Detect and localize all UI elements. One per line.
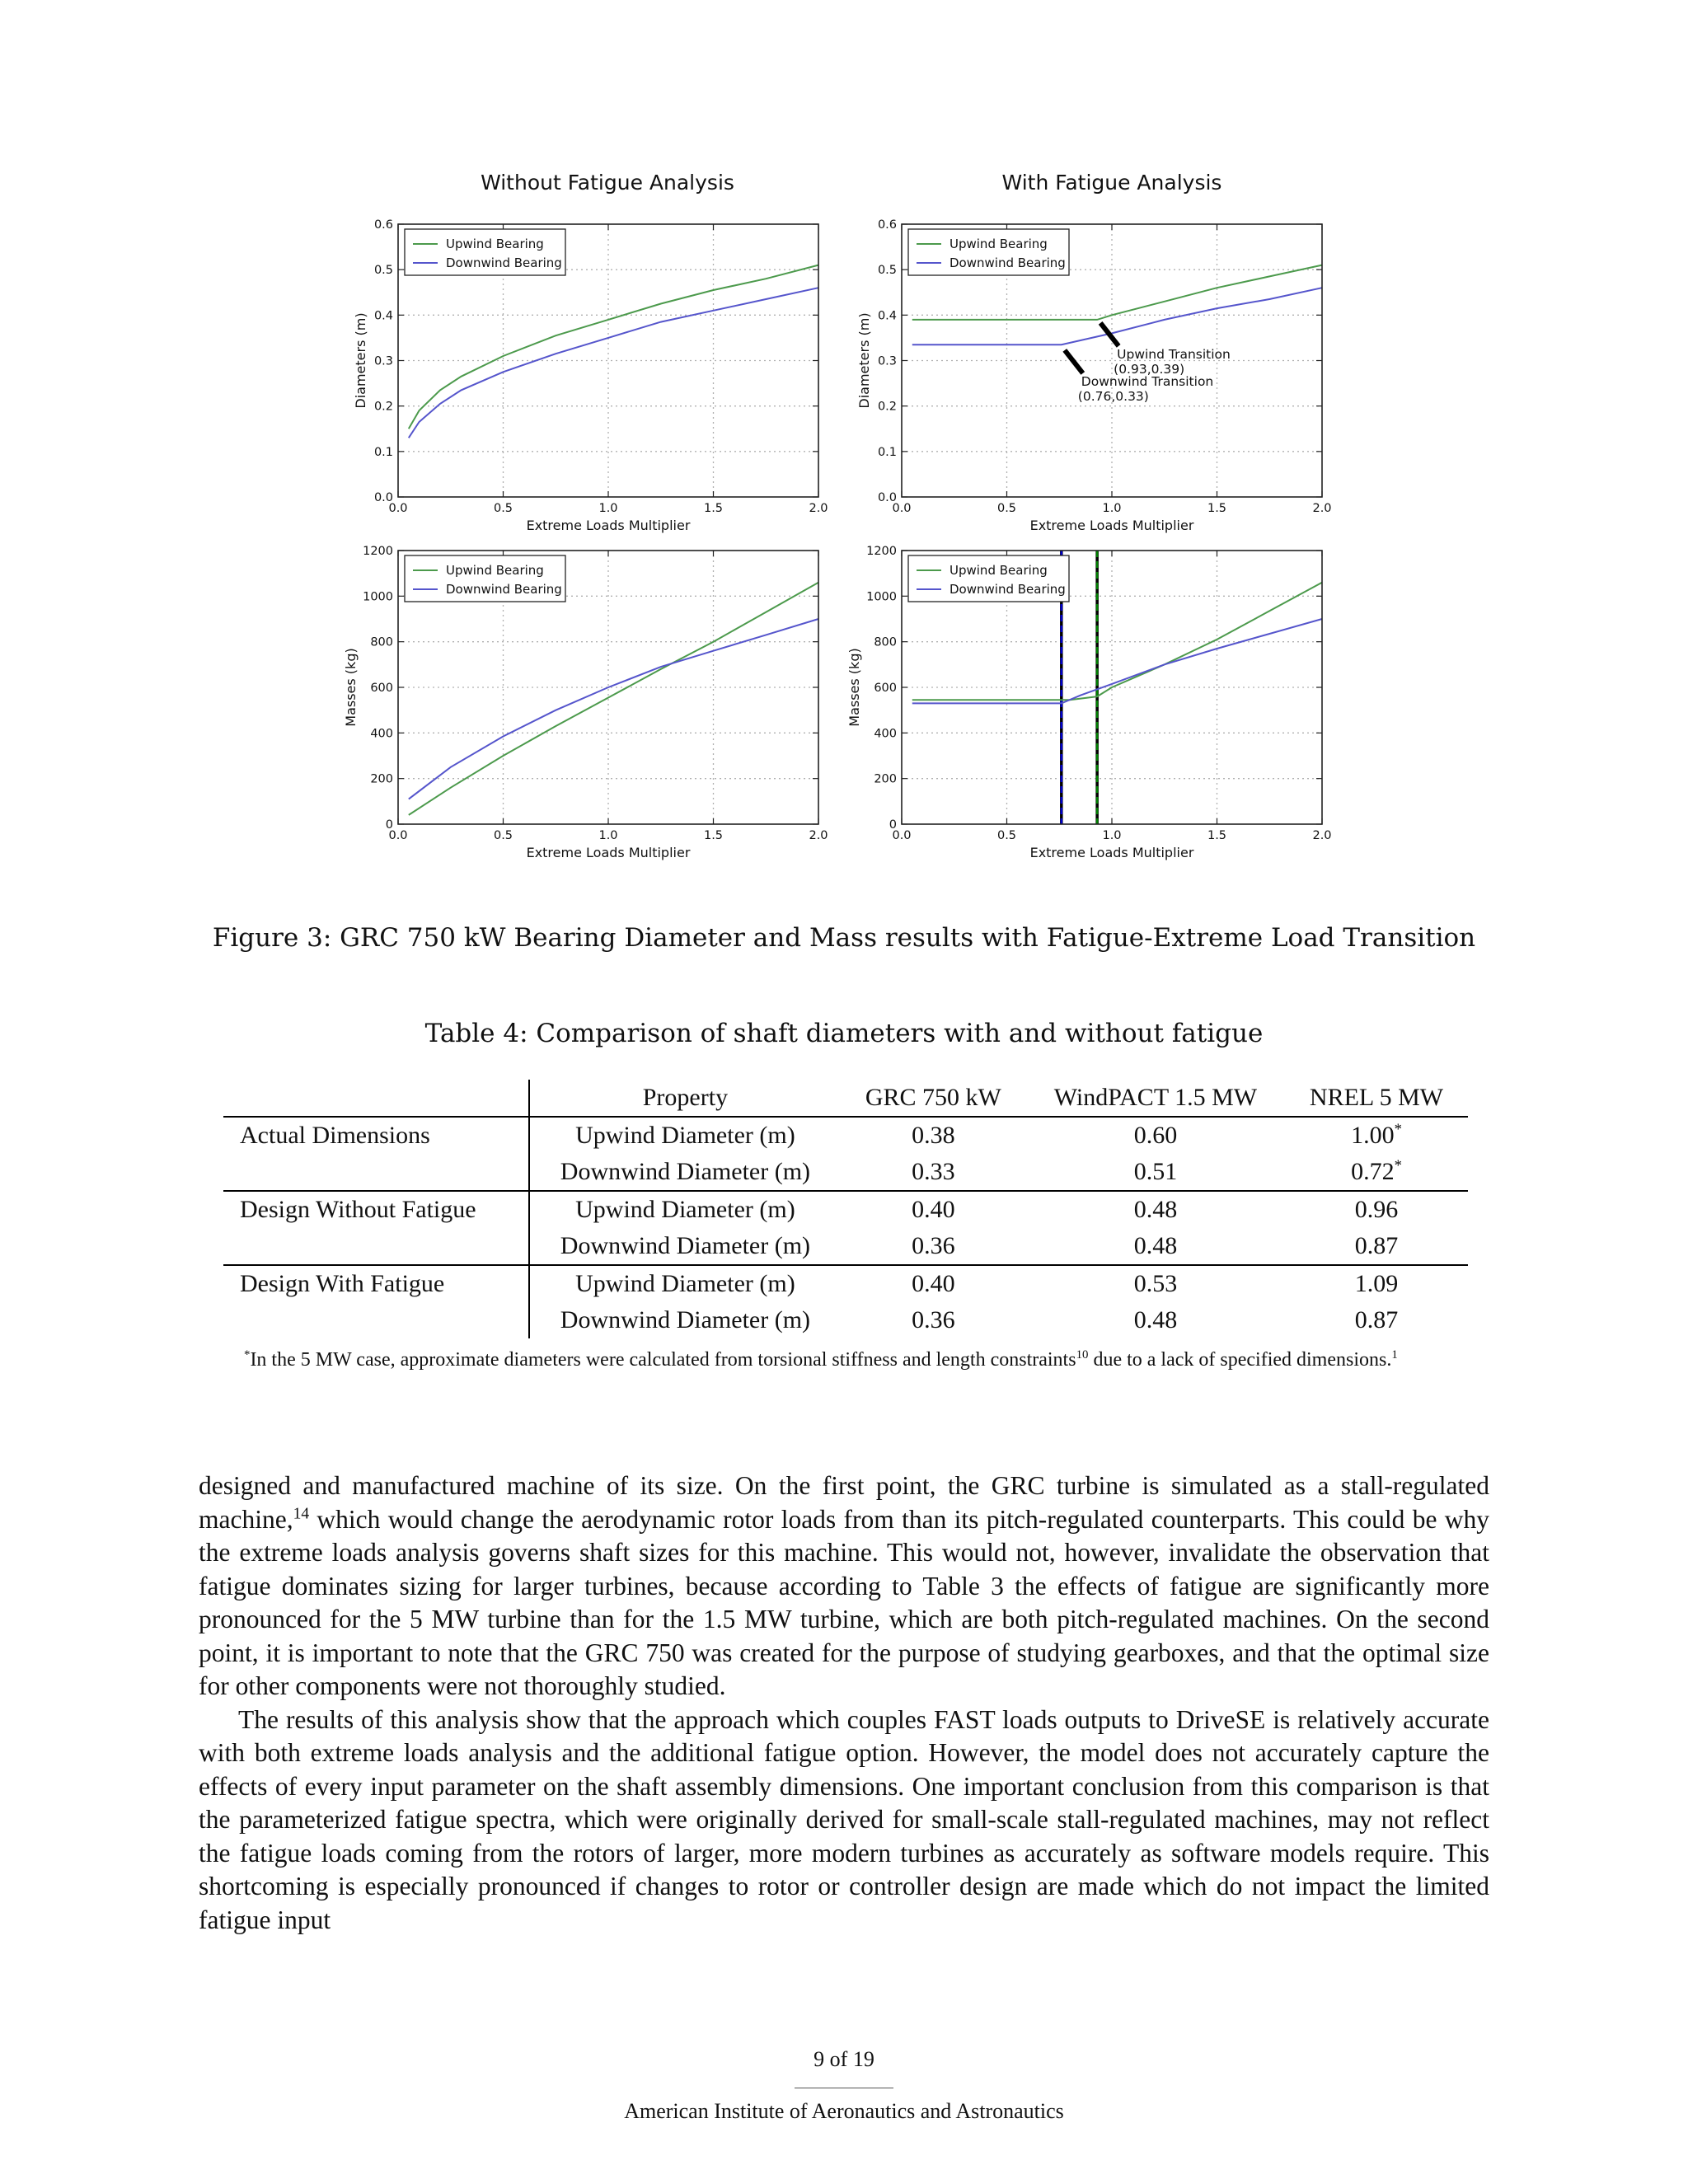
y-tick-label: 0.3: [877, 354, 897, 368]
y-tick-label: 400: [370, 727, 393, 741]
series-line-downwind-bearing: [912, 288, 1322, 344]
group-label-empty: [223, 1302, 529, 1338]
nrel-value: 1.00: [1351, 1122, 1395, 1149]
x-axis-label: Extreme Loads Multiplier: [1029, 845, 1194, 860]
y-tick-label: 1200: [363, 545, 393, 558]
footnote-ref: 10: [1076, 1348, 1089, 1361]
x-tick-label: 1.5: [703, 502, 724, 515]
x-axis-label: Extreme Loads Multiplier: [526, 518, 691, 533]
y-axis-label: Masses (kg): [846, 648, 862, 727]
y-axis-label: Diameters (m): [856, 312, 872, 409]
x-tick-label: 0.5: [996, 502, 1017, 515]
paragraph: The results of this analysis show that the approach which couples FAST loads outputs to DriveSE is relatively accurate with both extreme loads analysis and the additional fatigue option. However, the model does not accurately capture the effects of every input parameter on the shaft assembly dimensions. One important conclusion from this comparison is that the parameterized fatigue spectra, which were originally derived for small-scale stall-regulated machines, may not reflect the fatigue loads coming from the rotors of larger, more modern turbines as accurately as software models require. This shortcoming is especially pronounced if changes to rotor or controller design are made which do not impact the limited fatigue input: [199, 1704, 1489, 1934]
x-tick-label: 1.0: [1102, 502, 1122, 515]
property-cell: Downwind Diameter (m): [529, 1228, 841, 1265]
grc-cell: 0.40: [841, 1191, 1026, 1228]
group-label-empty: [223, 1154, 529, 1191]
footer-organization: American Institute of Aeronautics and Astronautics: [624, 2099, 1064, 2123]
paragraph-text: which would change the aerodynamic rotor loads from than its pitch-regulated counterparts. This could be why the extreme loads analysis governs shaft sizes for this machine. This would not, however, invalidate the observation that fatigue dominates sizing for larger turbines, because according to Table 3 the effects of fatigue are significantly more pronounced for the 5 MW turbine than for the 1.5 MW turbine, which are both pitch-regulated machines. On the second point, it is important to note that the GRC 750 was created for the purpose of studying gearboxes, and that the optimal size for other components were not thoroughly studied.: [199, 1504, 1489, 1700]
citation-ref: 14: [293, 1505, 310, 1522]
windpact-cell: 0.48: [1026, 1191, 1285, 1228]
y-tick-label: 0.2: [877, 400, 897, 414]
y-tick-label: 0.1: [373, 445, 393, 459]
table-footnote: [244, 1347, 1467, 1373]
nrel-cell: [1285, 1117, 1468, 1154]
table-row: [223, 1302, 1468, 1338]
y-tick-label: 1000: [866, 590, 897, 604]
y-tick-label: 0.5: [373, 264, 393, 278]
x-tick-label: 1.5: [1207, 502, 1227, 515]
x-axis-label: Extreme Loads Multiplier: [1029, 518, 1194, 533]
table-header-windpact: WindPACT 1.5 MW: [1053, 1084, 1258, 1111]
grc-cell: 0.36: [912, 1306, 955, 1333]
windpact-cell: 0.51: [1133, 1158, 1178, 1185]
annotation-coordinates: (0.93,0.39): [1114, 361, 1185, 377]
table-row: [223, 1154, 1468, 1191]
footnote-mark: *: [244, 1348, 251, 1361]
footnote-text-a: In the 5 MW case, approximate diameters were calculated from torsional stiffness and length constraints: [250, 1349, 1076, 1371]
body-text: [199, 1469, 1489, 1937]
grc-cell: 0.33: [912, 1158, 955, 1185]
property-cell: Upwind Diameter (m): [529, 1191, 841, 1228]
property-cell: Downwind Diameter (m): [529, 1302, 841, 1338]
group-label-empty: [223, 1228, 529, 1265]
y-tick-label: 0.3: [373, 354, 393, 368]
y-tick-label: 0.5: [877, 264, 897, 278]
comparison-table: [223, 1080, 1468, 1338]
group-label: Design Without Fatigue: [223, 1191, 529, 1228]
grc-cell: 0.38: [841, 1117, 1026, 1154]
series-line-upwind-bearing: [409, 265, 818, 429]
series-line-downwind-bearing: [409, 288, 818, 438]
figure-caption: Figure 3: GRC 750 kW Bearing Diameter and Mass results with Fatigue-Extreme Load Transition: [212, 923, 1476, 953]
footnote-text-b: due to a lack of specified dimensions.: [1088, 1349, 1392, 1371]
y-axis-label: Masses (kg): [343, 648, 359, 727]
y-tick-label: 600: [874, 682, 897, 695]
paragraph-text: designed and manufactured machine of its size. On the first point, the GRC turbine is simulated as a stall-regulated machine,: [199, 1471, 1489, 1534]
footnote-ref: 1: [1391, 1348, 1398, 1361]
x-tick-label: 0.0: [388, 829, 408, 842]
y-tick-label: 800: [874, 635, 897, 649]
y-axis-label: Diameters (m): [353, 312, 368, 409]
legend-label: Upwind Bearing: [446, 237, 544, 251]
figure-3-charts: [0, 0, 1688, 874]
table-header-property: Property: [529, 1080, 841, 1117]
windpact-cell: 0.48: [1133, 1306, 1178, 1333]
legend-label: Downwind Bearing: [950, 255, 1066, 270]
grc-cell: 0.40: [841, 1265, 1026, 1302]
y-tick-label: 0.6: [373, 218, 393, 232]
x-tick-label: 0.5: [493, 502, 513, 515]
paragraph: [199, 1469, 1489, 1704]
table-header-grc: GRC 750 kW: [865, 1084, 1001, 1111]
nrel-cell: 0.87: [1354, 1232, 1399, 1259]
y-tick-label: 1000: [363, 590, 393, 604]
property-cell: Upwind Diameter (m): [529, 1265, 841, 1302]
y-tick-label: 1200: [866, 545, 897, 558]
table-header-empty: [223, 1080, 529, 1117]
annotation-coordinates: (0.76,0.33): [1077, 388, 1149, 404]
x-tick-label: 1.5: [1207, 829, 1227, 842]
series-line-upwind-bearing: [409, 583, 818, 815]
series-line-downwind-bearing: [912, 619, 1322, 703]
footnote-mark: *: [1394, 1157, 1402, 1174]
x-axis-label: Extreme Loads Multiplier: [526, 845, 691, 860]
x-tick-label: 0.0: [892, 502, 912, 515]
legend-label: Downwind Bearing: [950, 582, 1066, 597]
property-cell: Downwind Diameter (m): [529, 1154, 841, 1191]
windpact-cell: 0.60: [1026, 1117, 1285, 1154]
y-tick-label: 0.2: [373, 400, 393, 414]
legend-label: Downwind Bearing: [446, 582, 562, 597]
footnote-mark: *: [1394, 1121, 1402, 1138]
y-tick-label: 800: [370, 635, 393, 649]
x-tick-label: 1.0: [598, 829, 618, 842]
y-tick-label: 400: [874, 727, 897, 741]
y-tick-label: 0: [385, 818, 393, 832]
annotation-label: Upwind Transition: [1117, 346, 1231, 362]
chart-title-with-fatigue: With Fatigue Analysis: [1001, 171, 1222, 194]
chart-title-without-fatigue: Without Fatigue Analysis: [481, 171, 734, 194]
windpact-cell: 0.53: [1026, 1265, 1285, 1302]
x-tick-label: 1.5: [703, 829, 724, 842]
legend-label: Upwind Bearing: [950, 563, 1048, 578]
y-tick-label: 600: [370, 682, 393, 695]
nrel-cell: 0.96: [1285, 1191, 1468, 1228]
x-tick-label: 1.0: [598, 502, 618, 515]
y-tick-label: 0.0: [877, 491, 897, 504]
series-line-downwind-bearing: [409, 619, 818, 799]
nrel-cell: 1.09: [1285, 1265, 1468, 1302]
nrel-cell: 0.87: [1354, 1306, 1399, 1333]
nrel-value: 0.72: [1351, 1158, 1395, 1185]
table-row: [223, 1191, 1468, 1228]
legend-label: Upwind Bearing: [446, 563, 544, 578]
annotation-label: Downwind Transition: [1081, 373, 1214, 389]
y-tick-label: 200: [370, 772, 393, 786]
y-tick-label: 200: [874, 772, 897, 786]
x-tick-label: 0.5: [493, 829, 513, 842]
property-cell: Upwind Diameter (m): [529, 1117, 841, 1154]
x-tick-label: 2.0: [809, 502, 828, 515]
group-label: Actual Dimensions: [223, 1117, 529, 1154]
grc-cell: 0.36: [912, 1232, 955, 1259]
table-caption: Table 4: Comparison of shaft diameters with and without fatigue: [424, 1019, 1264, 1048]
table-row: [223, 1228, 1468, 1265]
x-tick-label: 2.0: [809, 829, 828, 842]
legend-label: Downwind Bearing: [446, 255, 562, 270]
table-header-row: [223, 1080, 1468, 1117]
y-tick-label: 0: [889, 818, 897, 832]
x-tick-label: 2.0: [1312, 502, 1332, 515]
x-tick-label: 1.0: [1102, 829, 1122, 842]
y-tick-label: 0.6: [877, 218, 897, 232]
x-tick-label: 0.0: [388, 502, 408, 515]
windpact-cell: 0.48: [1133, 1232, 1178, 1259]
table-row: [223, 1265, 1468, 1302]
table-row: [223, 1117, 1468, 1154]
x-tick-label: 2.0: [1312, 829, 1332, 842]
y-tick-label: 0.4: [877, 309, 897, 323]
page-number: 9 of 19: [814, 2047, 874, 2071]
table-header-nrel: NREL 5 MW: [1309, 1084, 1444, 1111]
group-label: Design With Fatigue: [223, 1265, 529, 1302]
legend-label: Upwind Bearing: [950, 237, 1048, 251]
x-tick-label: 0.5: [996, 829, 1017, 842]
x-tick-label: 0.0: [892, 829, 912, 842]
y-tick-label: 0.1: [877, 445, 897, 459]
y-tick-label: 0.4: [373, 309, 393, 323]
nrel-cell: [1285, 1154, 1468, 1191]
y-tick-label: 0.0: [373, 491, 393, 504]
annotation-arrow: [1065, 350, 1083, 373]
